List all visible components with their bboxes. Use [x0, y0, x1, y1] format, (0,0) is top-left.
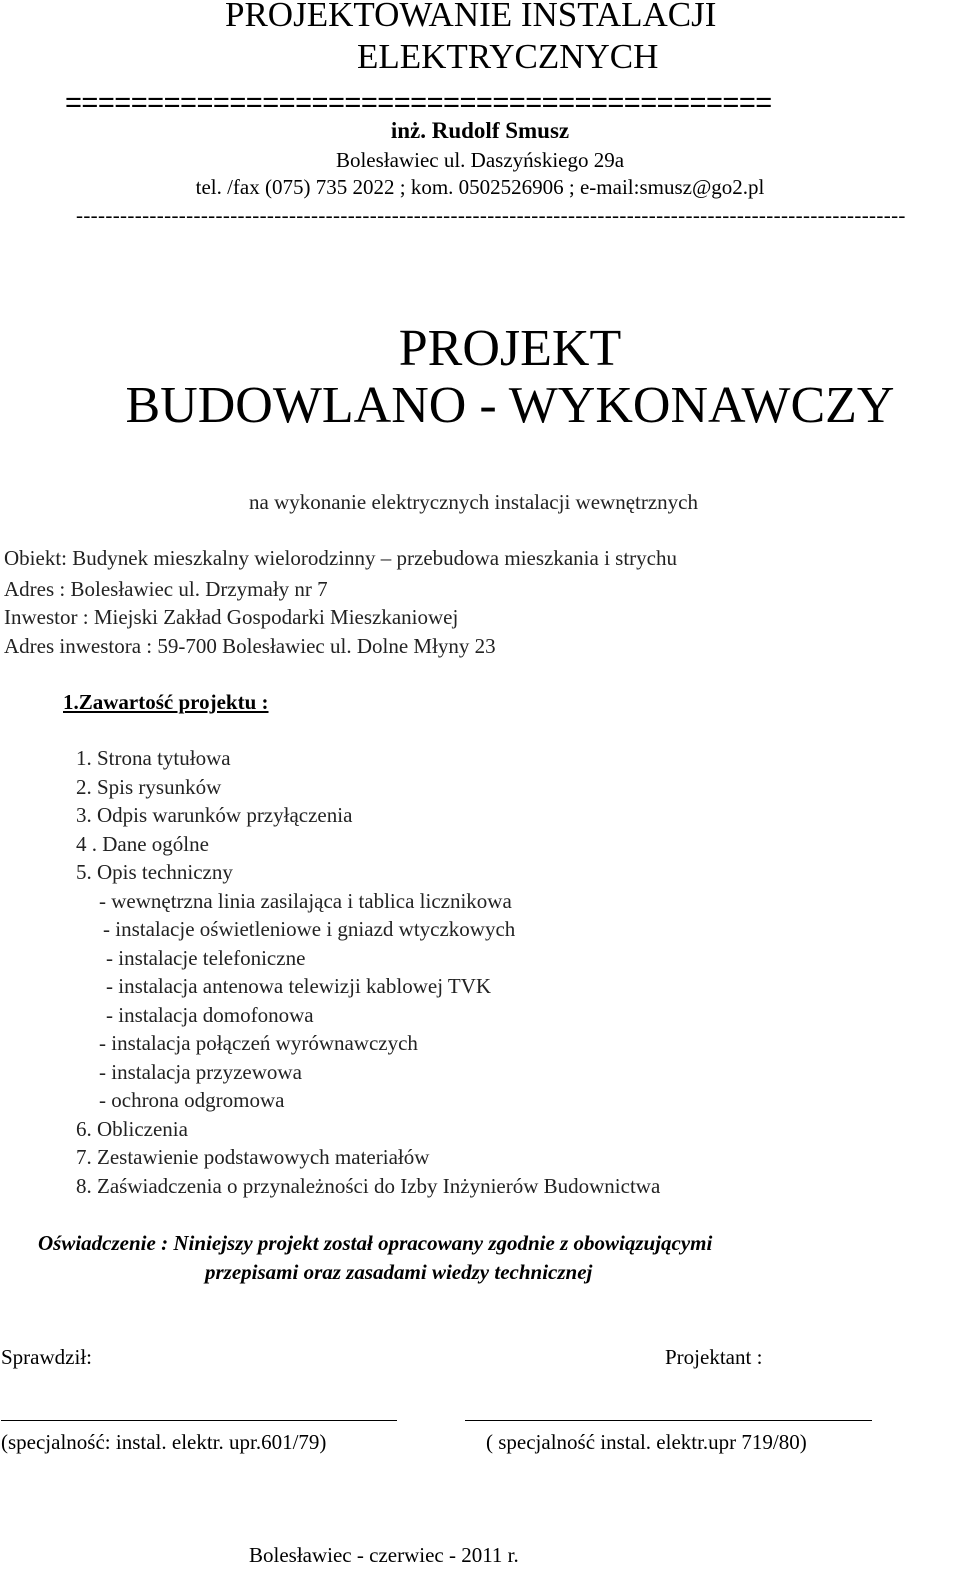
office-title-line2: ELEKTRYCZNYCH [357, 37, 659, 76]
designer-specialty: ( specjalność instal. elektr.upr 719/80) [486, 1430, 807, 1454]
contents-subitem: - wewnętrzna linia zasilająca i tablica licznikowa [99, 889, 512, 913]
designer-label: Projektant : [665, 1345, 763, 1369]
contents-subitem: - instalacja antenowa telewizji kablowej TVK [106, 974, 492, 998]
contents-subitem: - instalacja domofonowa [106, 1003, 314, 1027]
office-address: Bolesławiec ul. Daszyńskiego 29a [335, 148, 625, 172]
contents-subitem: - instalacja przyzewowa [99, 1060, 302, 1084]
declaration-line1: Oświadczenie : Niniejszy projekt został opracowany zgodnie z obowiązującymi [38, 1231, 713, 1255]
contents-item: 6. Obliczenia [76, 1117, 188, 1141]
declaration-line2: przepisami oraz zasadami wiedzy technicznej [205, 1260, 593, 1284]
contents-item: 2. Spis rysunków [76, 775, 222, 799]
contents-item: 8. Zaświadczenia o przynależności do Izby Inżynierów Budownictwa [76, 1174, 661, 1198]
contents-subitem: - instalacja połączeń wyrównawczych [99, 1031, 418, 1055]
contents-item: 5. Opis techniczny [76, 860, 233, 884]
checked-specialty: (specjalność: instal. elektr. upr.601/79) [1, 1430, 327, 1454]
contents-item: 1. Strona tytułowa [76, 746, 231, 770]
contents-heading: 1.Zawartość projektu : [63, 690, 269, 714]
object-line: Obiekt: Budynek mieszkalny wielorodzinny – przebudowa mieszkania i strychu [4, 546, 677, 570]
dash-rule: ----------------------------------------------------------------------------------------------------------------- [76, 203, 906, 227]
contents-item: 3. Odpis warunków przyłączenia [76, 803, 353, 827]
checked-by-label: Sprawdził: [1, 1345, 92, 1369]
contents-item: 4 . Dane ogólne [76, 832, 209, 856]
place-date: Bolesławiec - czerwiec - 2011 r. [249, 1543, 519, 1567]
investor-address: Adres inwestora : 59-700 Bolesławiec ul. Dolne Młyny 23 [4, 634, 496, 658]
checked-signature-line [1, 1420, 397, 1421]
object-address: Adres : Bolesławiec ul. Drzymały nr 7 [4, 577, 328, 601]
office-contact: tel. /fax (075) 735 2022 ; kom. 0502526906 ; e-mail:smusz@go2.pl [195, 175, 765, 199]
contents-item: 7. Zestawienie podstawowych materiałów [76, 1145, 430, 1169]
project-title-line1: PROJEKT [398, 320, 622, 377]
contents-subitem: - ochrona odgromowa [99, 1088, 285, 1112]
project-subtitle: na wykonanie elektrycznych instalacji wewnętrznych [249, 490, 698, 514]
office-title-line1: PROJEKTOWANIE INSTALACJI [225, 0, 717, 34]
double-rule: =========================================== [65, 87, 772, 119]
investor-line: Inwestor : Miejski Zakład Gospodarki Mieszkaniowej [4, 605, 459, 629]
designer-signature-line [465, 1420, 872, 1421]
engineer-name: inż. Rudolf Smusz [390, 118, 570, 143]
contents-subitem: - instalacje telefoniczne [106, 946, 306, 970]
project-title-line2: BUDOWLANO - WYKONAWCZY [125, 377, 895, 434]
contents-subitem: - instalacje oświetleniowe i gniazd wtyczkowych [103, 917, 516, 941]
